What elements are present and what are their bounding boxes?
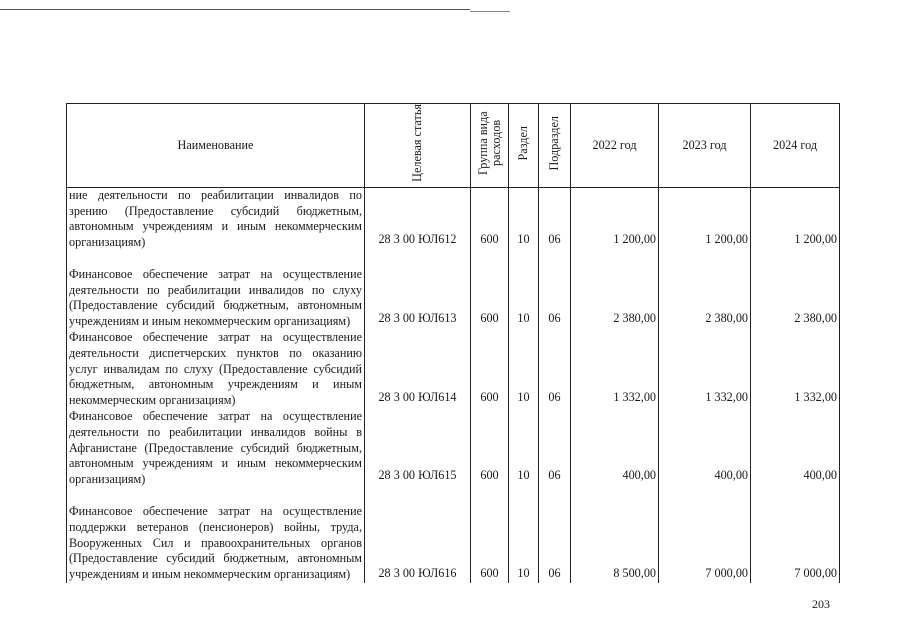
row-code: 28 3 00 ЮЛ612	[365, 187, 471, 251]
budget-table	[66, 103, 840, 583]
row-subsection: 06	[539, 488, 571, 583]
row-2023: 7 000,00	[659, 488, 751, 583]
header-year-2024: 2024 год	[751, 104, 840, 188]
table-row	[67, 409, 840, 488]
row-code: 28 3 00 ЮЛ615	[365, 409, 471, 488]
row-group: 600	[471, 488, 509, 583]
row-name: ние деятельности по реабилитации инвалидов по зрению (Предоставление субсидий бюджетным, автономным учреждениям и иным некоммерческим организациям)	[67, 187, 365, 251]
row-subsection: 06	[539, 251, 571, 330]
row-2023: 1 332,00	[659, 330, 751, 409]
header-expense-group: Группа вида расходов	[471, 104, 509, 188]
row-name: Финансовое обеспечение затрат на осуществление деятельности по реабилитации инвалидов по слуху (Предоставление субсидий бюджетным, автономным учреждениям и иным некоммерческим организациям)	[67, 251, 365, 330]
row-subsection: 06	[539, 187, 571, 251]
row-2023: 2 380,00	[659, 251, 751, 330]
row-subsection: 06	[539, 330, 571, 409]
row-2022: 1 200,00	[571, 187, 659, 251]
table-row	[67, 187, 840, 251]
table-row	[67, 330, 840, 409]
row-2023: 400,00	[659, 409, 751, 488]
row-section: 10	[509, 409, 539, 488]
row-section: 10	[509, 251, 539, 330]
row-section: 10	[509, 488, 539, 583]
header-year-2023: 2023 год	[659, 104, 751, 188]
row-2022: 1 332,00	[571, 330, 659, 409]
header-subsection: Подраздел	[539, 104, 571, 188]
row-2022: 400,00	[571, 409, 659, 488]
header-target-article: Целевая статья	[365, 104, 471, 188]
table-header-row	[67, 104, 840, 188]
row-2024: 2 380,00	[751, 251, 840, 330]
row-2024: 400,00	[751, 409, 840, 488]
row-group: 600	[471, 187, 509, 251]
row-group: 600	[471, 251, 509, 330]
row-code: 28 3 00 ЮЛ613	[365, 251, 471, 330]
table-row	[67, 251, 840, 330]
row-code: 28 3 00 ЮЛ614	[365, 330, 471, 409]
row-2022: 8 500,00	[571, 488, 659, 583]
row-name: Финансовое обеспечение затрат на осуществление поддержки ветеранов (пенсионеров) войны, труда, Вооруженных Сил и правоохранительных органов (Предоставление субсидий бюджетным, автономным учреждениям и иным некоммерческим организациям)	[67, 488, 365, 583]
row-group: 600	[471, 330, 509, 409]
row-name: Финансовое обеспечение затрат на осуществление деятельности по реабилитации инвалидов войны в Афганистане (Предоставление субсидий бюджетным, автономным учреждениям и иным некоммерческим организациям)	[67, 409, 365, 488]
row-group: 600	[471, 409, 509, 488]
row-2024: 1 200,00	[751, 187, 840, 251]
row-section: 10	[509, 187, 539, 251]
header-section: Раздел	[509, 104, 539, 188]
row-2024: 7 000,00	[751, 488, 840, 583]
row-2022: 2 380,00	[571, 251, 659, 330]
row-2023: 1 200,00	[659, 187, 751, 251]
header-year-2022: 2022 год	[571, 104, 659, 188]
table-row	[67, 488, 840, 583]
row-code: 28 3 00 ЮЛ616	[365, 488, 471, 583]
row-name: Финансовое обеспечение затрат на осуществление деятельности диспетчерских пунктов по оказанию услуг инвалидам по слуху (Предоставление субсидий бюджетным, автономным учреждениям и иным некоммерческим организациям)	[67, 330, 365, 409]
page-number: 203	[812, 597, 830, 611]
header-name: Наименование	[67, 104, 365, 188]
scan-artifact-line	[0, 9, 470, 10]
row-2024: 1 332,00	[751, 330, 840, 409]
row-section: 10	[509, 330, 539, 409]
row-subsection: 06	[539, 409, 571, 488]
scan-artifact-line	[470, 11, 510, 12]
